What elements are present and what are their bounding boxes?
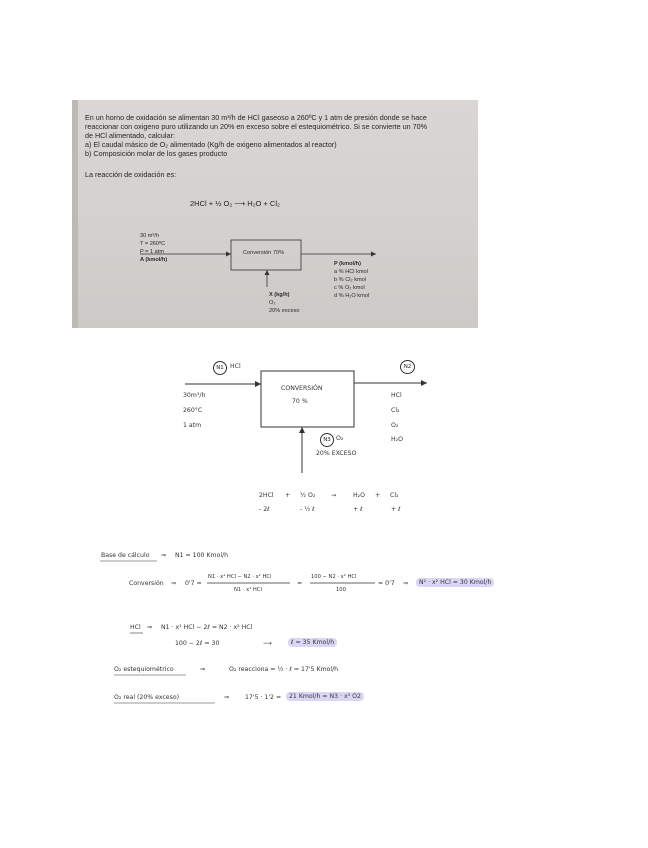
o2-real-equation: 17'5 · 1'2 = xyxy=(245,694,282,701)
o2-real-label: O₂ real (20% exceso) xyxy=(114,694,180,701)
product-cl2: Cl₂ xyxy=(391,407,400,414)
rx-cl2: Cl₂ xyxy=(390,492,399,499)
hcl-equation-1: N1 · x¹ HCl − 2ℓ = N2 · x² HCl xyxy=(161,624,253,631)
question-a: a) El caudal másico de O₂ alimentado (Kg/h de oxigeno alimentados al reactor) xyxy=(85,140,337,149)
n1-circle: N1 xyxy=(213,361,227,375)
oxygen-line-2: O₂ xyxy=(269,300,276,306)
hcl-arrow-2: ⟶ xyxy=(263,640,272,647)
rx-coef-cl2: + ℓ xyxy=(391,506,401,513)
conversion-equals: = xyxy=(297,580,303,587)
rx-plus-1: + xyxy=(285,492,291,499)
conversion-eq: = 0'7 xyxy=(378,580,395,587)
product-o2: O₂ xyxy=(391,422,399,429)
conversion-lhs: 0'7 = xyxy=(185,580,202,587)
problem-line-2: reaccionar con oxigeno puro utilizando un 20% en exceso sobre el estequiométrico. Si se convierte un 70% xyxy=(85,122,428,131)
oxygen-line-1: X (kg/h) xyxy=(269,292,290,298)
feed-temp: 260°C xyxy=(183,407,203,414)
feed-line-4: A (kmol/h) xyxy=(140,257,168,263)
rx-plus-2: + xyxy=(375,492,381,499)
base-value: N1 = 100 Kmol/h xyxy=(175,552,229,559)
n2-circle: N2 xyxy=(400,360,415,374)
printed-box-label: Conversión 70% xyxy=(243,250,285,256)
o2-est-label: O₂ estequiométrico xyxy=(114,666,174,673)
hcl-result: ℓ = 35 Kmol/h xyxy=(288,638,337,647)
o2-real-result: 21 Kmol/h = N3 · x³ O2 xyxy=(286,692,364,701)
base-arrow: ⇒ xyxy=(161,552,167,559)
rx-coef-o2: - ½ ℓ xyxy=(300,506,315,513)
box-line-2: 70 % xyxy=(292,398,308,405)
rx-coef-hcl: - 2ℓ xyxy=(259,506,270,513)
hcl-label: HCl xyxy=(130,624,141,631)
conversion-den-2: 100 xyxy=(336,587,346,593)
reaction-title: La reacción de oxidación es: xyxy=(85,170,177,179)
o2-est-arrow: ⇒ xyxy=(200,666,206,673)
conversion-num-2: 100 − N2 · x² HCl xyxy=(311,574,357,580)
product-line-3: b % Cl₂ kmol xyxy=(334,277,367,283)
oxygen-line-3: 20% exceso xyxy=(269,308,300,314)
n3-circle: N3 xyxy=(320,433,334,447)
feed-flow: 30m³/h xyxy=(183,392,206,399)
product-line-1: P (kmol/h) xyxy=(334,261,361,267)
conversion-arrow-2: ⇒ xyxy=(403,580,409,587)
product-line-4: c % O₂ kmol xyxy=(334,285,365,291)
product-h2o: H₂O xyxy=(391,436,404,443)
conversion-arrow: ⇒ xyxy=(171,580,177,587)
n1-label: HCl xyxy=(230,363,241,370)
conversion-label: Conversión xyxy=(129,580,164,587)
rx-coef-h2o: + ℓ xyxy=(353,506,363,513)
feed-line-1: 30 m³/h xyxy=(140,233,159,239)
product-line-2: a % HCl kmol xyxy=(334,269,368,275)
hcl-arrow: ⇒ xyxy=(147,624,153,631)
question-b: b) Composición molar de los gases producto xyxy=(85,149,228,158)
hcl-equation-2: 100 − 2ℓ = 30 xyxy=(175,640,220,647)
n3-label: O₂ xyxy=(336,435,344,442)
conversion-result: N² · x² HCl = 30 Kmol/h xyxy=(416,578,494,587)
base-label: Base de cálculo xyxy=(101,552,150,559)
rx-arrow: → xyxy=(331,492,337,499)
o2-real-arrow: ⇒ xyxy=(224,694,230,701)
rx-h2o: H₂O xyxy=(353,492,366,499)
feed-line-3: P = 1 atm xyxy=(140,249,164,255)
problem-line-1: En un horno de oxidación se alimentan 30 m³/h de HCl gaseoso a 260ºC y 1 atm de presión donde se hace xyxy=(85,113,427,122)
o2-est-equation: O₂ reacciona = ½ · ℓ = 17'5 Kmol/h xyxy=(229,666,339,673)
product-hcl: HCl xyxy=(391,392,402,399)
box-line-1: CONVERSIÓN xyxy=(281,385,323,392)
conversion-den-1: N1 · x¹ HCl xyxy=(234,587,262,593)
problem-line-3: de HCl alimentado, calcular: xyxy=(85,131,175,140)
rx-o2: ½ O₂ xyxy=(300,492,316,499)
feed-pressure: 1 atm xyxy=(183,422,202,429)
excess-label: 20% EXCESO xyxy=(316,450,357,457)
printed-reaction: 2HCl + ½ O₂ ⟶ H₂O + Cl₂ xyxy=(190,199,280,208)
product-line-5: d % H₂O kmol xyxy=(334,293,370,299)
conversion-num-1: N1 · x¹ HCl − N2 · x² HCl xyxy=(208,574,272,580)
rx-hcl: 2HCl xyxy=(259,492,274,499)
feed-line-2: T = 260ºC xyxy=(140,241,166,247)
